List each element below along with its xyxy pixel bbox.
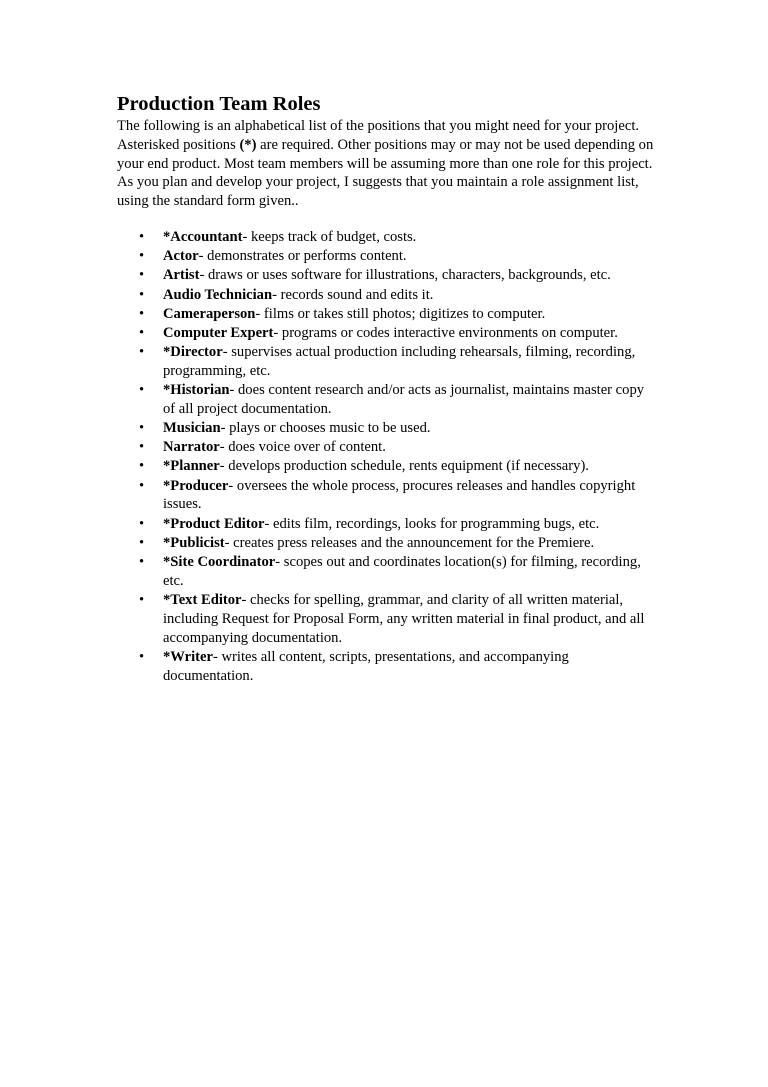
role-name: Computer Expert (163, 324, 274, 341)
bullet-icon: • (139, 382, 145, 399)
role-item (117, 534, 657, 553)
bullet-icon: • (139, 305, 145, 322)
bullet-icon: • (139, 534, 145, 551)
role-name: Cameraperson (163, 305, 256, 322)
role-description: - plays or chooses music to be used. (220, 420, 431, 437)
role-item (117, 324, 657, 343)
role-item (117, 515, 657, 534)
role-name: *Historian (163, 382, 230, 399)
bullet-icon: • (139, 439, 145, 456)
role-name: Audio Technician (163, 286, 273, 303)
role-list (117, 228, 657, 685)
role-name: Musician (163, 420, 221, 437)
role-description: - draws or uses software for illustrations, characters, backgrounds, etc. (199, 267, 611, 284)
role-item (117, 591, 657, 647)
role-item (117, 381, 657, 419)
role-description: - develops production schedule, rents equipment (if necessary). (219, 458, 589, 475)
bullet-icon: • (139, 458, 145, 475)
bullet-icon: • (139, 228, 145, 245)
role-item (117, 247, 657, 266)
role-name: *Director (163, 344, 223, 361)
role-description: - writes all content, scripts, presentations, and accompanying documentation. (163, 648, 569, 684)
role-description: - does content research and/or acts as journalist, maintains master copy of all project documentation. (163, 382, 645, 417)
bullet-icon: • (139, 324, 145, 341)
document-page (117, 92, 657, 686)
role-item (117, 266, 657, 285)
role-name: *Writer (163, 648, 213, 665)
role-name: *Product Editor (163, 515, 265, 532)
intro-text-part1: The following is an alphabetical list of the positions that you might need for your project. Asterisked positions (117, 118, 640, 153)
role-description: - edits film, recordings, looks for programming bugs, etc. (264, 515, 600, 532)
intro-text-part2: are required. Other positions may or may not be used depending on your end product. Most team members will be assuming more than one role for this project. As you plan and develop your project, I suggests that you maintain a role assignment list, using the standard form given.. (117, 136, 654, 210)
role-description: - demonstrates or performs content. (198, 248, 407, 265)
role-name: Actor (163, 248, 199, 265)
role-description: - checks for spelling, grammar, and clarity of all written material, including Request for Proposal Form, any written material in final product, and all accompanying documentation. (163, 591, 645, 646)
role-item (117, 553, 657, 591)
role-description: - keeps track of budget, costs. (242, 228, 417, 245)
bullet-icon: • (139, 648, 145, 665)
role-description: - supervises actual production including rehearsals, filming, recording, programming, etc. (163, 344, 636, 379)
role-name: *Planner (163, 458, 220, 475)
role-item (117, 228, 657, 247)
bullet-icon: • (139, 344, 145, 361)
role-description: - films or takes still photos; digitizes to computer. (255, 305, 546, 322)
role-description: - creates press releases and the announcement for the Premiere. (224, 534, 595, 551)
role-item (117, 648, 657, 686)
role-item (117, 477, 657, 515)
role-description: - does voice over of content. (219, 439, 386, 456)
page-title: Production Team Roles (117, 93, 321, 115)
bullet-icon: • (139, 477, 145, 494)
role-description: - programs or codes interactive environments on computer. (273, 324, 618, 341)
role-description: - scopes out and coordinates location(s) for filming, recording, etc. (163, 554, 641, 589)
role-description: - oversees the whole process, procures releases and handles copyright issues. (163, 477, 636, 513)
intro-paragraph (117, 117, 657, 211)
role-item (117, 457, 657, 476)
role-item (117, 305, 657, 324)
bullet-icon: • (139, 267, 145, 284)
role-name: *Accountant (163, 228, 243, 245)
role-name: *Site Coordinator (163, 554, 276, 570)
role-name: Narrator (163, 439, 220, 456)
bullet-icon: • (139, 591, 145, 608)
role-name: *Publicist (163, 534, 225, 551)
asterisk-marker: (*) (239, 136, 257, 153)
bullet-icon: • (139, 420, 145, 437)
role-name: *Producer (163, 477, 229, 494)
role-name: *Text Editor (163, 591, 242, 608)
role-description: - records sound and edits it. (272, 286, 434, 303)
role-item (117, 419, 657, 438)
role-item (117, 343, 657, 381)
role-item (117, 286, 657, 305)
bullet-icon: • (139, 515, 145, 532)
bullet-icon: • (139, 248, 145, 265)
bullet-icon: • (139, 554, 145, 570)
role-item (117, 438, 657, 457)
bullet-icon: • (139, 286, 145, 303)
role-name: Artist (163, 267, 200, 284)
